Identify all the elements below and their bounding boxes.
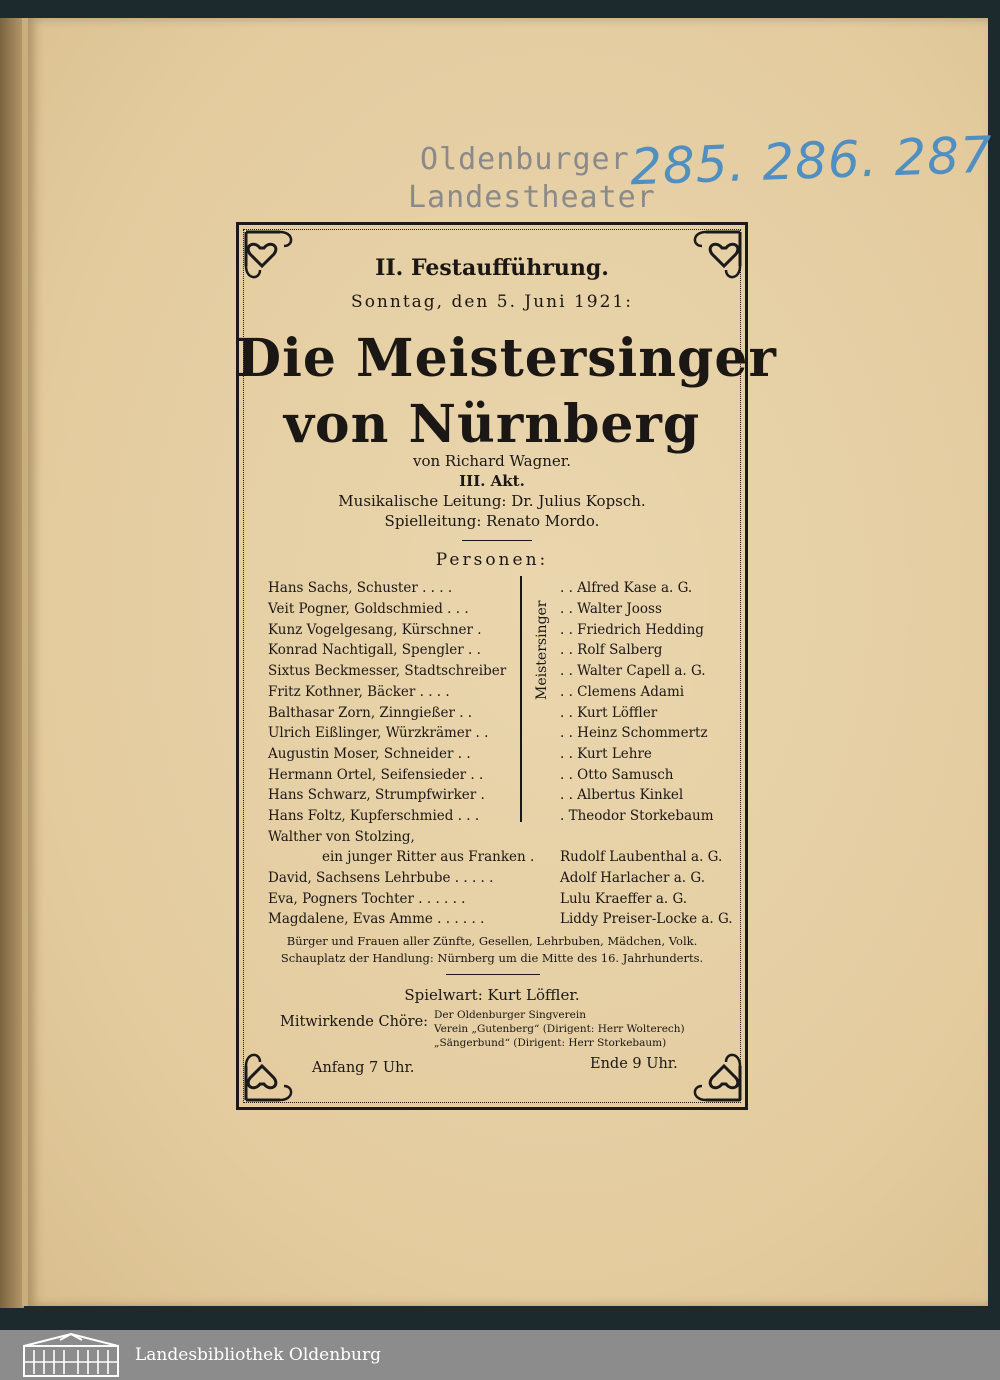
cast-actor: Lulu Kraeffer a. G.: [560, 891, 688, 907]
cast-actor: . . Friedrich Hedding: [560, 622, 704, 638]
cast-role-walther-desc: ein junger Ritter aus Franken .: [322, 849, 535, 865]
cast-role: Kunz Vogelgesang, Kürschner .: [268, 622, 482, 638]
cast-role: Eva, Pogners Tochter . . . . . .: [268, 891, 466, 907]
library-name: Landesbibliothek Oldenburg: [135, 1345, 382, 1365]
cast-actor: . . Kurt Lehre: [560, 746, 652, 762]
cast-role: Hermann Ortel, Seifensieder . .: [268, 767, 484, 783]
spielwart-line: Spielwart: Kurt Löffler.: [404, 986, 580, 1004]
cast-actor-walther: Rudolf Laubenthal a. G.: [560, 849, 723, 865]
cast-role: Sixtus Beckmesser, Stadtschreiber: [268, 663, 507, 679]
performance-date: Sonntag, den 5. Juni 1921:: [351, 292, 633, 312]
cast-actor: . . Kurt Löffler: [560, 705, 658, 721]
act-line: III. Akt.: [459, 472, 525, 490]
setting-line: Schauplatz der Handlung: Nürnberg um die Mitte des 16. Jahrhunderts.: [280, 951, 704, 965]
meistersinger-label: Meistersinger: [534, 600, 550, 700]
cast-actor: . . Rolf Salberg: [560, 642, 663, 658]
cast-actor: . . Heinz Schommertz: [560, 725, 708, 741]
composer-line: von Richard Wagner.: [412, 452, 572, 470]
library-stamp-line2: Landestheater: [408, 180, 656, 215]
cast-role-walther: Walther von Stolzing,: [268, 829, 415, 845]
cast-role: Veit Pogner, Goldschmied . . .: [268, 601, 469, 617]
cast-actor: . . Otto Samusch: [560, 767, 674, 783]
heart-ornament-icon: [240, 1036, 310, 1106]
cast-actor: . . Walter Jooss: [560, 601, 662, 617]
cast-heading: Personen:: [435, 550, 549, 570]
heart-ornament-icon: [676, 1036, 746, 1106]
divider: [446, 974, 540, 975]
cast-role: Hans Foltz, Kupferschmied . . .: [268, 808, 480, 824]
cast-actor: . . Albertus Kinkel: [560, 787, 684, 803]
cast-role: Konrad Nachtigall, Spengler . .: [268, 642, 481, 658]
cast-role: Hans Sachs, Schuster . . . .: [268, 580, 453, 596]
divider: [462, 540, 532, 541]
extras-line: Bürger und Frauen aller Zünfte, Gesellen, Lehrbuben, Mädchen, Volk.: [286, 934, 698, 948]
start-time: Anfang 7 Uhr.: [312, 1060, 415, 1076]
cast-role: Augustin Moser, Schneider . .: [268, 746, 471, 762]
cast-role: David, Sachsens Lehrbube . . . . .: [268, 870, 494, 886]
performance-heading: II. Festaufführung.: [375, 255, 609, 281]
opera-title-line1: Die Meistersinger: [236, 328, 777, 389]
cast-actor: Adolf Harlacher a. G.: [560, 870, 705, 886]
cast-role: Ulrich Eißlinger, Würzkrämer . .: [268, 725, 489, 741]
cast-actor: . . Alfred Kase a. G.: [560, 580, 693, 596]
cast-actor: Liddy Preiser-Locke a. G.: [560, 911, 733, 927]
meistersinger-brace: [512, 576, 522, 822]
cast-role: Magdalene, Evas Amme . . . . . .: [268, 911, 485, 927]
cast-actor: . Theodor Storkebaum: [560, 808, 714, 824]
cast-role: Hans Schwarz, Strumpfwirker .: [268, 787, 485, 803]
choir-item: Verein „Gutenberg“ (Dirigent: Herr Wolterech): [434, 1023, 685, 1035]
cast-role: Fritz Kothner, Bäcker . . . .: [268, 684, 450, 700]
cast-actor: . . Clemens Adami: [560, 684, 685, 700]
choir-item: Der Oldenburger Singverein: [434, 1009, 586, 1021]
end-time: Ende 9 Uhr.: [590, 1056, 678, 1072]
opera-title-line2: von Nürnberg: [283, 394, 701, 455]
handwritten-shelfmark: 285. 286. 287: [629, 125, 994, 197]
book-spine-edge: [0, 18, 24, 1308]
stage-direction: Spielleitung: Renato Mordo.: [384, 512, 600, 530]
library-building-logo-icon: [20, 1332, 122, 1378]
library-stamp-line1: Oldenburger: [420, 142, 630, 177]
choirs-label: Mitwirkende Chöre:: [280, 1014, 429, 1030]
musical-direction: Musikalische Leitung: Dr. Julius Kopsch.: [338, 492, 646, 510]
cast-actor: . . Walter Capell a. G.: [560, 663, 706, 679]
choir-item: „Sängerbund“ (Dirigent: Herr Storkebaum): [434, 1037, 667, 1049]
cast-role: Balthasar Zorn, Zinngießer . .: [268, 705, 473, 721]
